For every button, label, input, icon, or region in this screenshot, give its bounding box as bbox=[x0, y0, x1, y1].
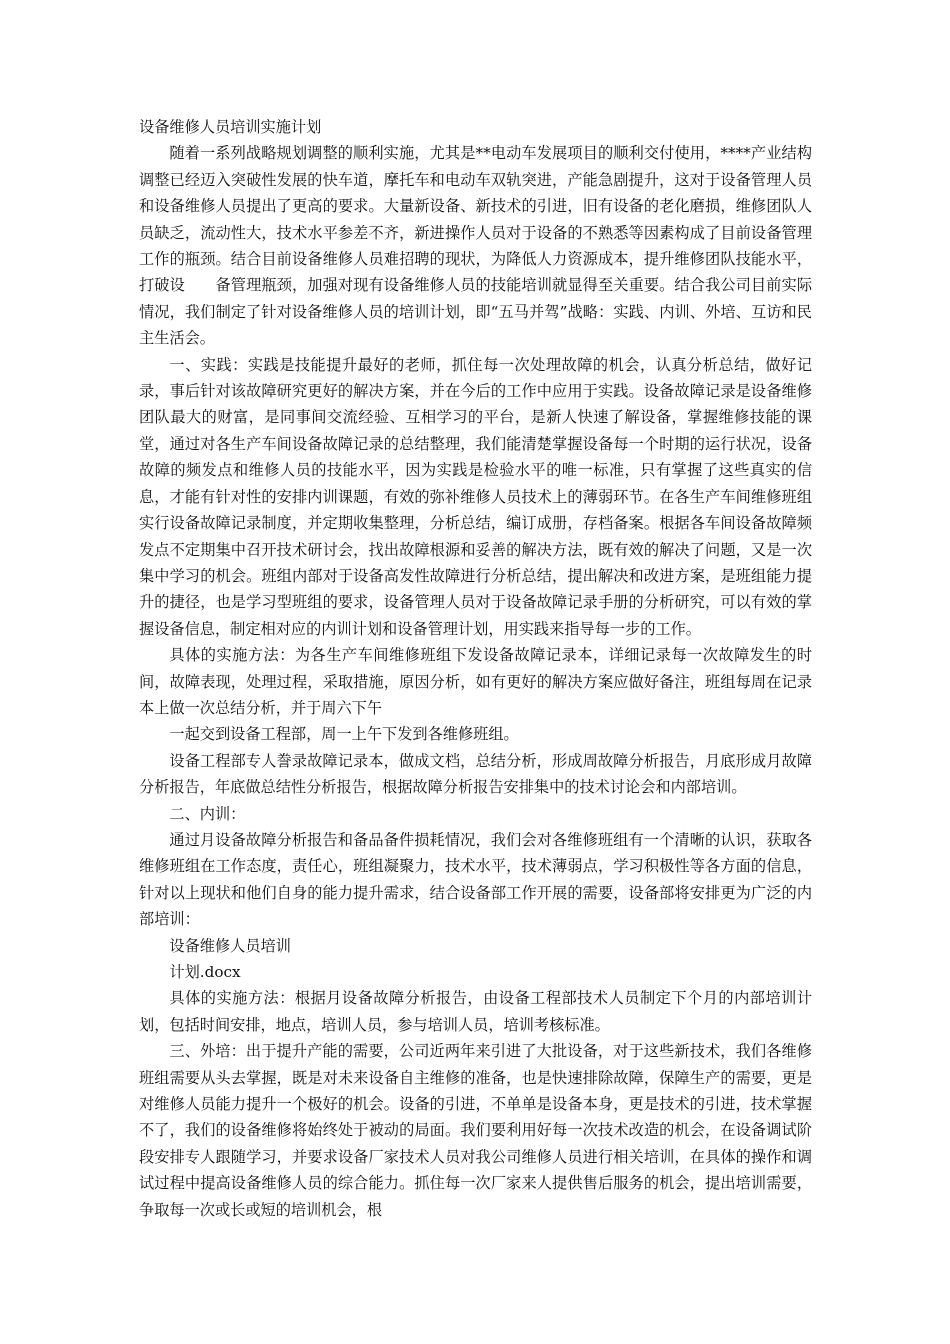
paragraph-external-training: 三、外培：出于提升产能的需要，公司近两年来引进了大批设备，对于这些新技术，我们各维修班组需要从头去掌握，既是对未来设备自主维修的准备，也是快速排除故障，保障生产的需要，更是对维修人员能力提升一个极好的机会。设备的引进，不单单是设备本身，更是技术的引进，技术掌握不了，我们的设备维修将始终处于被动的局面。我们要利用好每一次技术改造的机会，在设备调试阶段安排专人跟随学习，并要求设备厂家技术人员对我公司维修人员进行相关培训，在具体的操作和调试过程中提高设备维修人员的综合能力。抓住每一次厂家来人提供售后服务的机会，提出培训需要，争取每一次或长或短的培训机会，根 bbox=[139, 1042, 812, 1219]
paragraph-internal-method: 具体的实施方法：根据月设备故障分析报告，由设备工程部技术人员制定下个月的内部培训计划，包括时间安排，地点，培训人员，参与培训人员，培训考核标准。 bbox=[139, 989, 812, 1034]
paragraph-internal-training: 通过月设备故障分析报告和备品备件损耗情况，我们会对各维修班组有一个清晰的认识，获取各维修班组在工作态度，责任心，班组凝聚力，技术水平，技术薄弱点，学习积极性等各方面的信息，针对以上现状和他们自身的能力提升需求，结合设备部工作开展的需要，设备部将安排更为广泛的内部培训： bbox=[139, 830, 812, 929]
document-title: 设备维修人员培训实施计划 bbox=[139, 118, 322, 136]
section-heading-internal-training: 二、内训： bbox=[169, 804, 246, 823]
paragraph-practice-method: 具体的实施方法：为各生产车间维修班组下发设备故障记录本，详细记录每一次故障发生的时间，故障表现，处理过程，采取措施，原因分析，如有更好的解决方案应做好备注，班组每周在记录本上做一次总结分析，并于周六下午 bbox=[139, 646, 812, 717]
attachment-filename: 计划.docx bbox=[169, 963, 241, 981]
document-page bbox=[139, 114, 812, 1223]
paragraph-practice: 一、实践：实践是技能提升最好的老师，抓住每一次处理故障的机会，认真分析总结，做好记录，事后针对该故障研究更好的解决方案，并在今后的工作中应用于实践。设备故障记录是设备维修团队最大的财富，是同事间交流经验、互相学习的平台，是新人快速了解设备，掌握维修技能的课堂，通过对各生产车间设备故障记录的总结整理，我们能清楚掌握设备每一个时期的运行状况，设备故障的频发点和维修人员的技能水平，因为实践是检验水平的唯一标准，只有掌握了这些真实的信息，才能有针对性的安排内训课题，有效的弥补维修人员技术上的薄弱环节。在各生产车间维修班组实行设备故障记录制度，并定期收集整理，分析总结，编订成册，存档备案。根据各车间设备故障频发点不定期集中召开技术研讨会，找出故障根源和妥善的解决方法，既有效的解决了问题，又是一次集中学习的机会。班组内部对于设备高发性故障进行分析总结，提出解决和改进方案，是班组能力提升的捷径，也是学习型班组的要求，设备管理人员对于设备故障记录手册的分析研究，可以有效的掌握设备信息，制定相对应的内训计划和设备管理计划，用实践来指导每一步的工作。 bbox=[139, 355, 812, 638]
paragraph-intro: 随着一系列战略规划调整的顺利实施，尤其是**电动车发展项目的顺利交付使用，****产业结构调整已经迈入突破性发展的快车道，摩托车和电动车双轨突进，产能急剧提升，这对于设备管理人员和设备维修人员提出了更高的要求。大量新设备、新技术的引进，旧有设备的老化磨损，维修团队人员缺乏，流动性大，技术水平参差不齐，新进操作人员对于设备的不熟悉等因素构成了目前设备管理工作的瓶颈。结合目前设备维修人员难招聘的现状，为降低人力资源成本，提升维修团队技能水平，打破设 备管理瓶颈，加强对现有设备维修人员的技能培训就显得至关重要。结合我公司目前实际情况，我们制定了针对设备维修人员的培训计划，即“五马并驾”战略：实践、内训、外培、互访和民主生活会。 bbox=[139, 144, 812, 348]
paragraph-practice-method-cont: 一起交到设备工程部，周一上午下发到各维修班组。 bbox=[169, 725, 519, 744]
attachment-title: 设备维修人员培训 bbox=[169, 936, 291, 955]
paragraph-report: 设备工程部专人誊录故障记录本，做成文档，总结分析，形成周故障分析报告，月底形成月故障分析报告，年底做总结性分析报告，根据故障分析报告安排集中的技术讨论会和内部培训。 bbox=[139, 751, 812, 797]
